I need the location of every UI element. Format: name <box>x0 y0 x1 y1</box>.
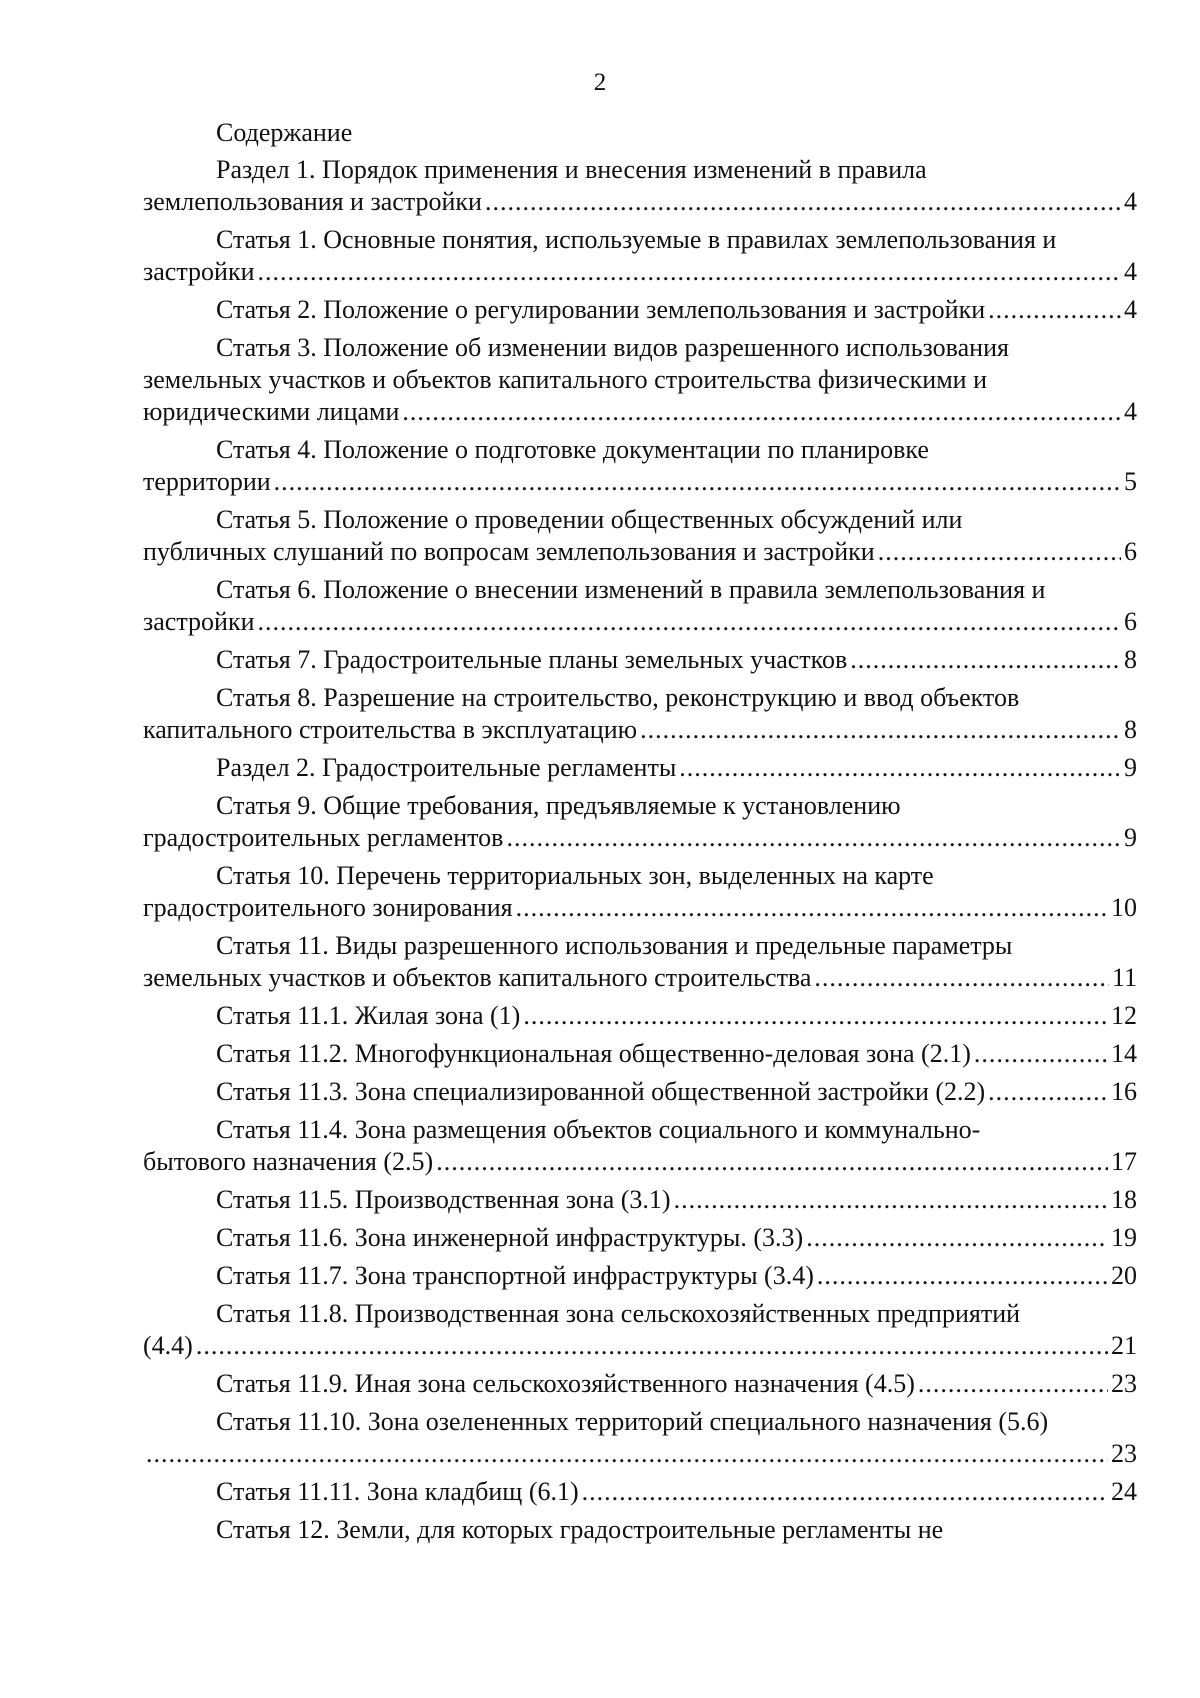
toc-entry <box>143 682 1137 746</box>
dot-leader <box>436 1146 1108 1178</box>
toc-entry-line <box>143 1076 1137 1108</box>
toc-entry-text: Статья 7. Градостроительные планы земельных участков <box>216 645 848 674</box>
toc-entry <box>143 1076 1137 1108</box>
toc-page-number: 20 <box>1111 1261 1137 1290</box>
toc-title: Содержание <box>216 118 353 147</box>
toc-entry <box>143 1038 1137 1070</box>
toc-entry <box>143 434 1137 498</box>
toc-entry <box>143 860 1137 924</box>
toc-page-number: 4 <box>1124 295 1137 324</box>
dot-leader <box>806 1222 1108 1254</box>
toc-entry-text: Статья 4. Положение о подготовке документации по планировке <box>216 435 929 464</box>
dot-leader <box>640 714 1121 746</box>
toc-entry-text: Статья 11.5. Производственная зона (3.1) <box>216 1185 671 1214</box>
toc-entry-text: Статья 12. Земли, для которых градостроительные регламенты не <box>216 1515 944 1544</box>
toc-entry-text: Статья 5. Положение о проведении общественных обсуждений или <box>216 505 963 534</box>
toc-entry-text: градостроительных регламентов <box>143 823 504 852</box>
dot-leader <box>258 256 1122 288</box>
toc-entry-text: Статья 8. Разрешение на строительство, реконструкцию и ввод объектов <box>216 683 1020 712</box>
toc-entry-line <box>143 1260 1137 1292</box>
toc-entry-text: Статья 2. Положение о регулировании землепользования и застройки <box>216 295 986 324</box>
toc-entry-text: Раздел 1. Порядок применения и внесения изменений в правила <box>216 155 927 184</box>
toc-entry-line <box>143 822 1137 854</box>
toc-page-number: 6 <box>1124 537 1137 566</box>
toc-entry-text: Статья 11.2. Многофункциональная общественно-деловая зона (2.1) <box>216 1039 971 1068</box>
toc-entry-text: Статья 11.9. Иная зона сельскохозяйственного назначения (4.5) <box>216 1369 915 1398</box>
toc-entry-line <box>143 644 1137 676</box>
toc-entry-text: земельных участков и объектов капитального строительства физическими и <box>143 365 987 394</box>
toc-entry <box>143 332 1137 428</box>
toc-entry-line <box>143 256 1137 288</box>
toc-page-number: 4 <box>1124 397 1137 426</box>
toc-page-number: 10 <box>1111 893 1137 922</box>
toc-entry <box>143 1114 1137 1178</box>
toc-entry-text: Статья 11.11. Зона кладбищ (6.1) <box>216 1477 579 1506</box>
toc-entry-text: земельных участков и объектов капитального строительства <box>143 963 812 992</box>
toc-entry-line <box>143 1438 1137 1470</box>
dot-leader <box>582 1476 1108 1508</box>
toc-entry-line <box>143 396 1137 428</box>
toc-entry <box>143 752 1137 784</box>
toc-entry <box>143 1476 1137 1508</box>
toc-entry <box>143 504 1137 568</box>
toc-page-number: 9 <box>1124 823 1137 852</box>
toc-entry <box>143 154 1137 218</box>
dot-leader <box>258 606 1122 638</box>
toc-page-number: 16 <box>1111 1077 1137 1106</box>
toc-entry-text: Раздел 2. Градостроительные регламенты <box>216 753 677 782</box>
toc-entry-line <box>143 1476 1137 1508</box>
toc-page-number: 9 <box>1124 753 1137 782</box>
toc-entry-text: Статья 11. Виды разрешенного использования и предельные параметры <box>216 931 1013 960</box>
dot-leader <box>850 644 1121 676</box>
toc-entry-line <box>143 186 1137 218</box>
dot-leader <box>196 1330 1108 1362</box>
dot-leader <box>274 466 1121 498</box>
dot-leader <box>988 294 1121 326</box>
dot-leader <box>146 1438 1108 1470</box>
toc-entry-text: землепользования и застройки <box>143 187 482 216</box>
dot-leader <box>679 752 1121 784</box>
entry-spacer <box>143 1546 1137 1552</box>
toc-entry-line <box>143 1184 1137 1216</box>
toc-entry <box>143 1406 1137 1470</box>
toc-entry-text: Статья 11.3. Зона специализированной общественной застройки (2.2) <box>216 1077 986 1106</box>
dot-leader <box>918 1368 1108 1400</box>
toc-entry-text: Статья 9. Общие требования, предъявляемые к установлению <box>216 791 901 820</box>
toc-entry-text: градостроительного зонирования <box>143 893 513 922</box>
dot-leader <box>988 1076 1108 1108</box>
toc-entry-text: Статья 1. Основные понятия, используемые в правилах землепользования и <box>216 225 1057 254</box>
toc-page-number: 14 <box>1111 1039 1137 1068</box>
toc-entry-line <box>143 962 1137 994</box>
dot-leader <box>485 186 1121 218</box>
toc-page-number: 12 <box>1111 1001 1137 1030</box>
toc-page-number: 21 <box>1111 1331 1137 1360</box>
toc-entry-line <box>143 1038 1137 1070</box>
dot-leader <box>523 1000 1108 1032</box>
dot-leader <box>402 396 1121 428</box>
toc-page-number: 23 <box>1111 1369 1137 1398</box>
toc-entry <box>143 1260 1137 1292</box>
toc-page-number: 17 <box>1111 1147 1137 1176</box>
toc-entry-text: Статья 11.1. Жилая зона (1) <box>216 1001 521 1030</box>
dot-leader <box>817 1260 1108 1292</box>
page-number: 2 <box>593 69 607 96</box>
dot-leader <box>674 1184 1108 1216</box>
toc-entry-text: Статья 3. Положение об изменении видов разрешенного использования <box>216 333 1009 362</box>
toc-page-number: 24 <box>1111 1477 1137 1506</box>
toc-entry-text: Статья 6. Положение о внесении изменений в правила землепользования и <box>216 575 1046 604</box>
toc-entry-line <box>143 606 1137 638</box>
toc-entry-line <box>143 752 1137 784</box>
toc-entry <box>143 574 1137 638</box>
toc-entry <box>143 1514 1137 1546</box>
toc-entry <box>143 1368 1137 1400</box>
toc-entry-text: застройки <box>143 257 255 286</box>
toc-page-number: 8 <box>1124 715 1137 744</box>
toc-entry-line <box>143 536 1137 568</box>
toc-entry-text: бытового назначения (2.5) <box>143 1147 434 1176</box>
toc-entry-text: Статья 10. Перечень территориальных зон, выделенных на карте <box>216 861 934 890</box>
toc-entry-text: Статья 11.7. Зона транспортной инфраструктуры (3.4) <box>216 1261 814 1290</box>
toc-entry-line <box>143 1000 1137 1032</box>
toc-page-number: 18 <box>1111 1185 1137 1214</box>
toc-page-number: 4 <box>1124 187 1137 216</box>
dot-leader <box>974 1038 1108 1070</box>
toc-page-number: 8 <box>1124 645 1137 674</box>
toc-entry-text: юридическими лицами <box>143 397 400 426</box>
table-of-contents <box>143 154 1137 1552</box>
toc-page-number: 4 <box>1124 257 1137 286</box>
dot-leader <box>506 822 1121 854</box>
toc-entry <box>143 644 1137 676</box>
toc-entry <box>143 294 1137 326</box>
toc-entry <box>143 1222 1137 1254</box>
toc-entry-line <box>143 892 1137 924</box>
toc-entry <box>143 930 1137 994</box>
toc-entry <box>143 790 1137 854</box>
toc-entry-line <box>143 466 1137 498</box>
toc-entry-text: застройки <box>143 607 255 636</box>
toc-entry-text: территории <box>143 467 271 496</box>
toc-entry-line <box>143 714 1137 746</box>
toc-page-number: 19 <box>1111 1223 1137 1252</box>
toc-entry-line <box>143 1222 1137 1254</box>
toc-entry-line <box>143 294 1137 326</box>
dot-leader <box>516 892 1108 924</box>
toc-entry-line <box>143 1330 1137 1362</box>
toc-page-number: 11 <box>1111 963 1137 992</box>
toc-entry-text: публичных слушаний по вопросам землепользования и застройки <box>143 537 875 566</box>
dot-leader <box>878 536 1121 568</box>
toc-entry-text: (4.4) <box>143 1331 193 1360</box>
toc-entry <box>143 1000 1137 1032</box>
toc-entry-text: капитального строительства в эксплуатацию <box>143 715 638 744</box>
toc-entry-text: Статья 11.6. Зона инженерной инфраструктуры. (3.3) <box>216 1223 804 1252</box>
toc-page-number: 6 <box>1124 607 1137 636</box>
toc-entry <box>143 1298 1137 1362</box>
toc-entry-line <box>143 1146 1137 1178</box>
dot-leader <box>814 962 1109 994</box>
toc-entry-text: Статья 11.4. Зона размещения объектов социального и коммунально- <box>216 1115 981 1144</box>
toc-page-number: 5 <box>1124 467 1137 496</box>
toc-entry-line <box>143 1368 1137 1400</box>
toc-entry <box>143 1184 1137 1216</box>
toc-entry-text: Статья 11.8. Производственная зона сельскохозяйственных предприятий <box>216 1299 1021 1328</box>
toc-page-number: 23 <box>1111 1439 1137 1468</box>
toc-entry <box>143 224 1137 288</box>
toc-entry-text: Статья 11.10. Зона озелененных территорий специального назначения (5.6) <box>216 1407 1049 1436</box>
